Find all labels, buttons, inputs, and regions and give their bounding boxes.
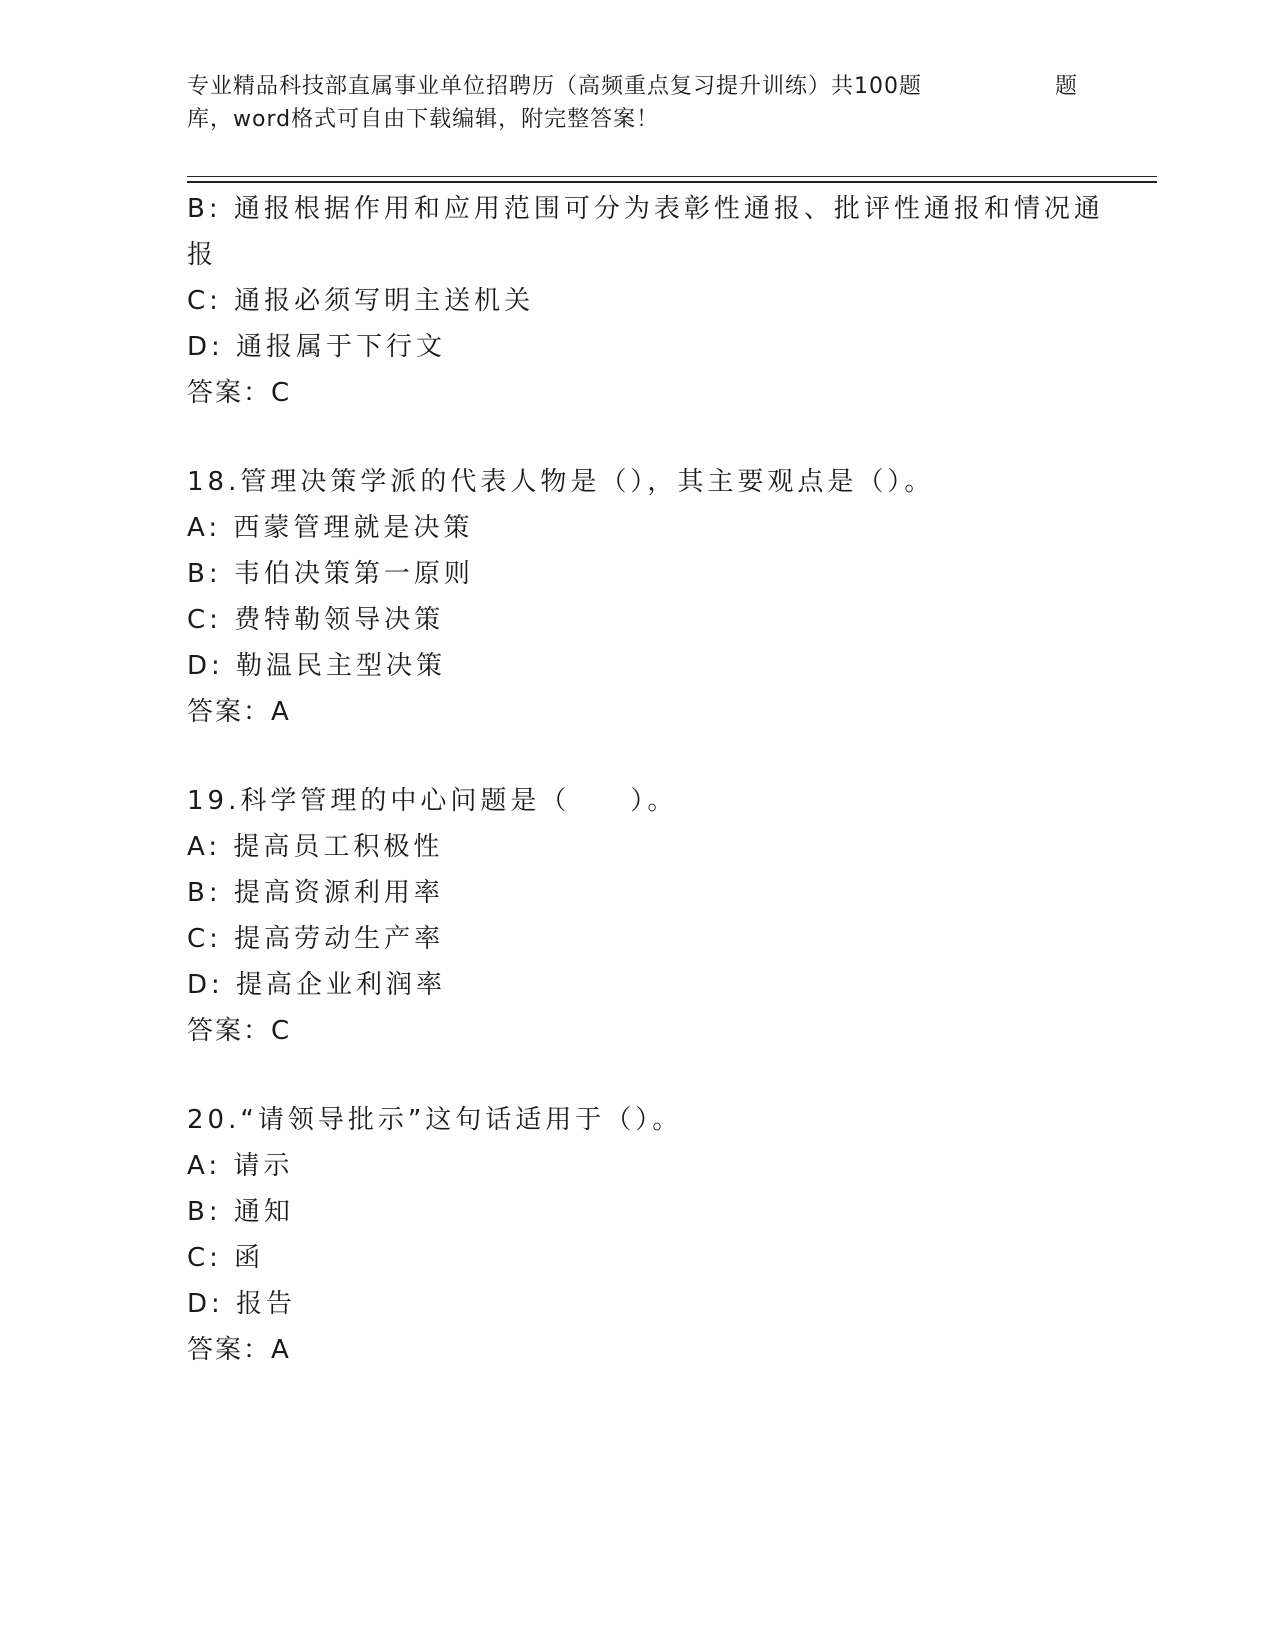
- question-list: [187, 186, 1104, 1373]
- option-b: B: 通知: [187, 1197, 294, 1227]
- option-d: D: 报告: [187, 1289, 297, 1319]
- question-block-19: [187, 778, 1087, 1054]
- option-c: C: 通报必须写明主送机关: [187, 286, 535, 316]
- answer: 答案：C: [187, 378, 292, 408]
- answer: 答案：C: [187, 1016, 292, 1046]
- option-b-continued: 报: [187, 240, 218, 270]
- header-line-1-end: 题: [1055, 74, 1079, 99]
- page-header: [187, 70, 1087, 136]
- option-c: C: 函: [187, 1243, 265, 1273]
- option-b: B: 韦伯决策第一原则: [187, 559, 474, 589]
- option-d: D: 通报属于下行文: [187, 332, 447, 362]
- question-text: 20.“请领导批示”这句话适用于（）。: [187, 1105, 683, 1135]
- question-text: 19.科学管理的中心问题是（ ）。: [187, 786, 678, 816]
- answer: 答案：A: [187, 1335, 291, 1365]
- header-line-2: 库，word格式可自由下载编辑，附完整答案！: [187, 107, 660, 132]
- option-a: A: 西蒙管理就是决策: [187, 513, 474, 543]
- option-a: A: 请示: [187, 1151, 294, 1181]
- question-block-20: [187, 1097, 1087, 1373]
- question-text: 18.管理决策学派的代表人物是（），其主要观点是（）。: [187, 467, 935, 497]
- option-c: C: 费特勒领导决策: [187, 605, 445, 635]
- header-divider-thin: [187, 176, 1157, 177]
- answer: 答案：A: [187, 697, 291, 727]
- question-block-18: [187, 459, 1087, 735]
- option-a: A: 提高员工积极性: [187, 832, 444, 862]
- option-b: B: 通报根据作用和应用范围可分为表彰性通报、批评性通报和情况通: [187, 194, 1104, 224]
- header-divider-thick: [187, 181, 1157, 183]
- header-line-1: 专业精品科技部直属事业单位招聘历（高频重点复习提升训练）共100题: [187, 74, 922, 99]
- option-d: D: 提高企业利润率: [187, 970, 447, 1000]
- option-d: D: 勒温民主型决策: [187, 651, 447, 681]
- option-c: C: 提高劳动生产率: [187, 924, 445, 954]
- option-b: B: 提高资源利用率: [187, 878, 444, 908]
- question-block-17: [187, 186, 1104, 416]
